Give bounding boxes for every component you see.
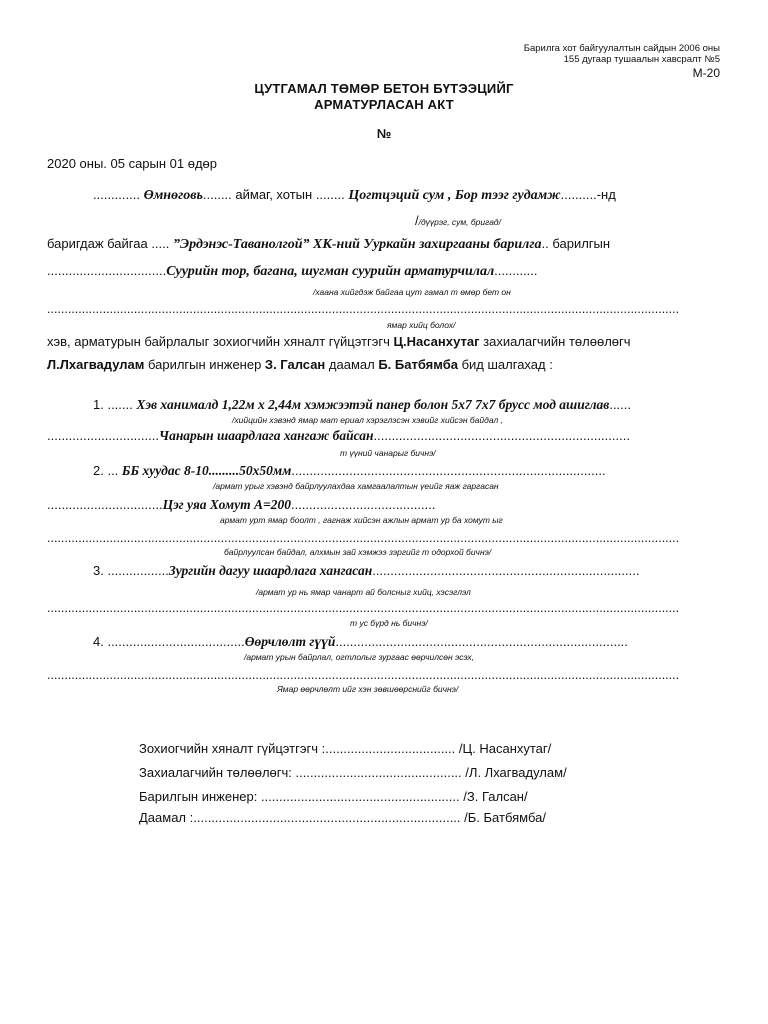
item-4-value: Өөрчлөлт гүүй [244,634,336,649]
item-3-value: Зургийн дагуу шаардлага хангасан [168,563,373,578]
item-1-line: 1. ....... Хэв ханималд 1,22м x 2,44м хэмжээтэй панер болон 5x7 7x7 брусс мод ашиглав...... [93,397,631,412]
document-title-line-2: АРМАТУРЛАСАН АКТ [314,97,454,112]
act-number-sign: № [376,126,392,141]
decree-line-1: Барилга хот байгуулалтын сайдын 2006 оны [523,43,720,54]
item-1-value: Хэв ханималд 1,22м x 2,44м хэмжээтэй панер болон 5x7 7x7 брусс мод ашиглав [136,397,610,412]
engineer-name: З. Галсан [264,357,326,372]
item-1b-value: Чанарын шаардлага хангаж байсан [158,428,374,443]
commission-line-2: Л.Лхагвадулам барилгын инженер З. Галсан даамал Б. Батбямба бид шалгахад : [47,357,553,372]
structure-prefix: ................................. [47,263,167,278]
act-date: 2020 оны. 05 сарын 01 өдөр [47,156,218,171]
dotted-line-1: ...................................................................................................................................................................................... [47,302,680,316]
building-line [47,236,610,253]
item-2c-note: байрлуулсан байдал, алхмын зай хэмжээ зэргийг т одорхой бичнэ/ [224,547,492,557]
location-prefix-dots: ............. [93,187,140,202]
item-1b-note: т үүний чанарыг бичнэ/ [340,448,436,458]
decree-line-2: 155 дугаар тушаалын хавсралт №5 [563,54,720,65]
supervisor-name: Ц.Насанхутаг [393,334,480,349]
item-2b-value: Цэг уяа Хомут A=200 [162,497,291,512]
location-mid: ........ аймаг, хотын ........ [202,187,345,202]
building-prefix: баригдаж байгаа ..... [47,236,170,251]
dotted-line-4: ...................................................................................................................................................................................... [47,668,680,682]
location-note: //дүүрэг, сум, бригад/ [415,213,501,228]
signature-engineer: Барилгын инженер: ....................................................... /З. Галсан/ [139,789,528,804]
building-name: ”Эрдэнэс-Таванолгой” ХК-ний Ууркайн захиргааны барилга [173,237,542,252]
soum-street-value: Цогтцэций сум , Бор тээг гудамж [348,188,561,203]
item-1b-line: ...............................Чанарын шаардлага хангаж байсан....................................................................... [47,428,630,443]
signature-supervisor: Зохиогчийн хяналт гүйцэтгэгч :.................................... /Ц. Насанхутаг/ [139,741,552,756]
dotted-line-3: ...................................................................................................................................................................................... [47,601,680,615]
building-suffix: .. барилгын [541,236,611,251]
dotted-line-2: ...................................................................................................................................................................................... [47,531,680,545]
item-2-note: /армат урыг хэвэнд байрлуулахдаа хамгаалалтын үеийг яаж гаргасан [213,481,499,491]
item-2b-line: ................................Цэг уяа Хомут A=200........................................ [47,497,436,512]
item-2-value: ББ хуудас 8-10.........50x50мм [121,463,292,478]
structure-line [47,263,538,280]
location-suffix: ..........-нд [560,187,616,202]
aimag-value: Өмнөговь [143,188,203,203]
item-3-note: /армат ур нь ямар чанарт ай болсныг хийц, хэсэглэл [256,587,471,597]
document-title-line-1: ЦУТГАМАЛ ТӨМӨР БЕТОН БҮТЭЭЦИЙГ [254,81,514,96]
structure-suffix: ............ [494,263,538,278]
structure-value: Суурийн тор, багана, шугман суурийн арматурчилал [166,264,495,279]
signature-client-rep: Захиалагчийн төлөөлөгч: .............................................. /Л. Лхагвадулам/ [139,765,567,780]
signature-foreman: Даамал :.......................................................................... /Б. Батбямба/ [139,810,546,825]
form-code: М-20 [692,66,720,80]
item-3b-note: т ус бүрд нь бичнэ/ [350,618,428,628]
location-line [93,187,616,204]
item-3-line: 3. .................Зургийн дагуу шаардлага хангасан.......................................................................... [93,563,640,578]
item-4b-note: Ямар өөрчлөлт ийг хэн зөвшөөрснийг бичнэ/ [277,684,459,694]
decree-reference [524,43,720,65]
commission-line-1: хэв, арматурын байрлалыг зохиогчийн хяналт гүйцэтгэгч Ц.Насанхутаг захиалагчийн төлөөлөгч [47,334,631,349]
what-structure-note: ямар хийц болох/ [387,320,456,330]
item-4-line: 4. ......................................Өөрчлөлт гүүй................................................................................. [93,634,628,649]
item-2-line: 2. ... ББ хуудас 8-10.........50x50мм....................................................................................... [93,463,606,478]
foreman-name: Б. Батбямба [378,357,458,372]
structure-note: /хаана хийгдэж байгаа цут гамал т өмөр бет он [313,287,511,297]
item-4-note: /армат урын байрлал, огтлолыг зургаас өөрчилсөн эсэх, [244,652,475,662]
item-2b-note: армат урт ямар боолт , гагнаж хийсэн ажлын армат ур ба хомут ыг [220,515,503,525]
client-rep-name: Л.Лхагвадулам [47,357,145,372]
item-1-note: /хийцийн хэвэнд ямар мат ериал хэрэглэсэн хэвийг хийсэн байдал , [232,415,503,425]
